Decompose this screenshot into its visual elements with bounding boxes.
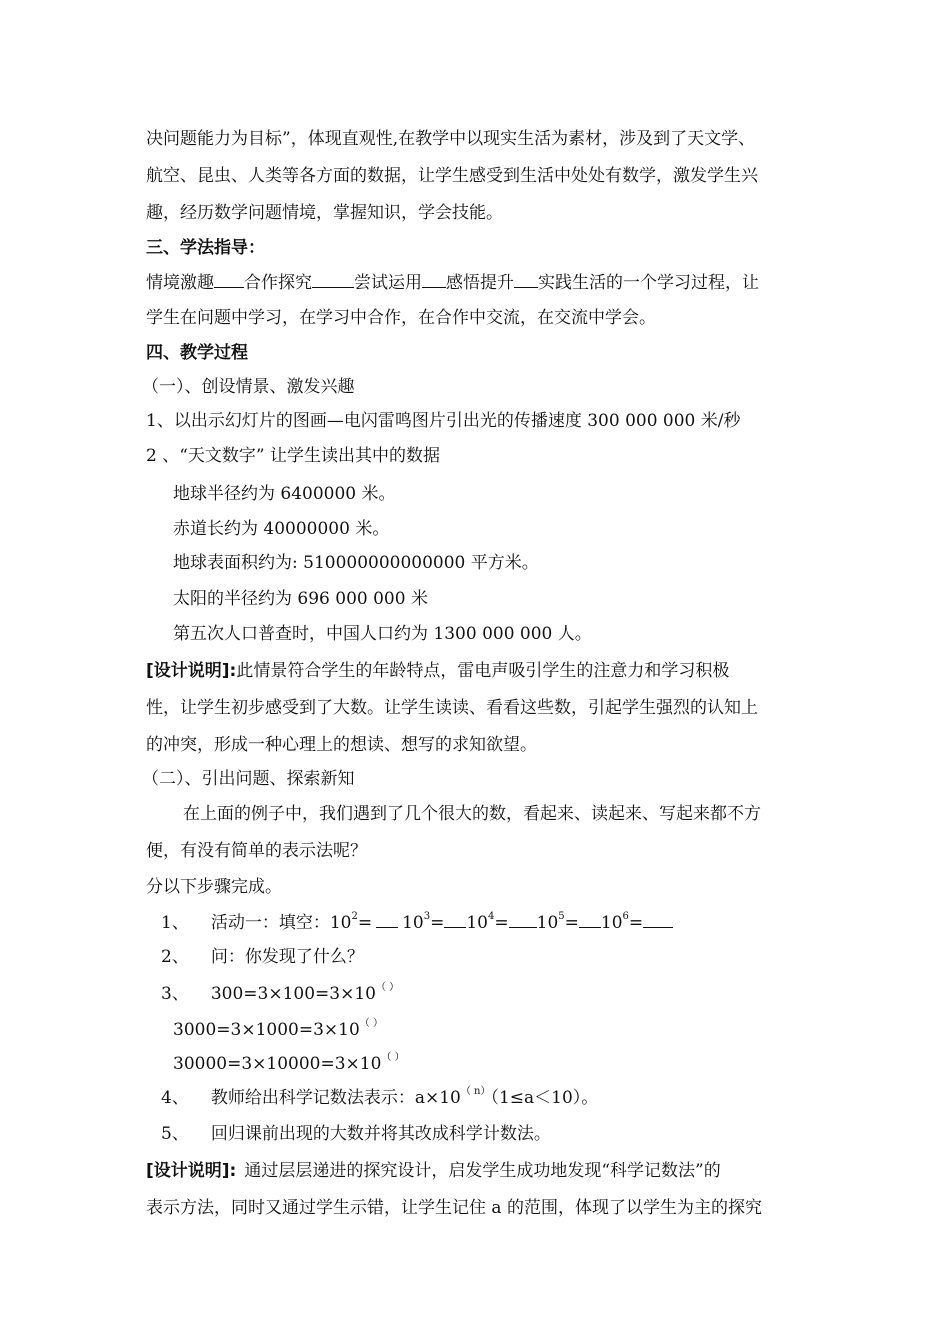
underline-blank	[312, 271, 354, 288]
fact-line: 地球表面积约为: 510000000000000 平方米。	[173, 553, 539, 573]
exponent-blank: （ ）	[375, 982, 400, 994]
equation-line	[173, 1053, 405, 1075]
step-label: 情境激趣	[146, 273, 214, 293]
fill-blank[interactable]	[643, 911, 673, 928]
fact-line: 第五次人口普查时，中国人口约为 1300 000 000 人。	[173, 624, 592, 644]
step-number: 4、	[161, 1088, 189, 1108]
design-note	[146, 1160, 721, 1182]
list-item: 1、以出示幻灯片的图画—电闪雷鸣图片引出光的传播速度 300 000 000 米/秒	[146, 411, 741, 431]
power: $10^5=$	[536, 911, 579, 933]
step-label: 感悟提升	[446, 273, 514, 293]
step-1	[161, 911, 673, 934]
learning-method-line	[146, 271, 759, 294]
exponent-blank: （ ）	[381, 1052, 405, 1064]
fill-blank[interactable]	[376, 911, 398, 928]
paragraph-line: 决问题能力为目标”，体现直观性,在教学中以现实生活为素材，涉及到了天文学、	[146, 129, 756, 149]
step-label: 实践生活的一个学习过程，让	[538, 273, 759, 293]
step-number: 2、	[161, 947, 189, 967]
paragraph-line: 分以下步骤完成。	[146, 877, 282, 897]
fact-line: 地球半径约为 6400000 米。	[173, 484, 396, 504]
power: $10^6=$	[600, 911, 644, 933]
equation: 300=3×100=3×10	[210, 984, 376, 1004]
fill-blank[interactable]	[444, 911, 466, 928]
paragraph-line: 的冲突，形成一种心理上的想读、想写的求知欲望。	[146, 735, 537, 755]
step-text: 回归课前出现的大数并将其改成科学计数法。	[210, 1124, 551, 1144]
step-2	[161, 946, 364, 968]
step-number: 1、	[161, 913, 189, 933]
subsection-heading: （二）、引出问题、探索新知	[142, 769, 355, 789]
paragraph-line: 性，让学生初步感受到了大数。让学生读读、看看这些数，引起学生强烈的认知上	[146, 698, 758, 718]
step-text: 活动一：填空：	[210, 913, 330, 933]
list-item: 2 、“天文数字” 让学生读出其中的数据	[146, 446, 441, 466]
step-5	[161, 1123, 551, 1145]
step-3	[161, 983, 399, 1005]
paragraph-line: 趣，经历数学问题情境，掌握知识，学会技能。	[146, 203, 503, 223]
exponent: （ n）	[460, 1086, 491, 1098]
section-heading-3: 三、学法指导：	[146, 238, 265, 258]
fact-line: 太阳的半径约为 696 000 000 米	[173, 589, 428, 609]
paragraph-line: 表示方法，同时又通过学生示错，让学生记住 a 的范围，体现了以学生为主的探究	[146, 1198, 762, 1218]
subsection-heading: （一）、创设情景、激发兴趣	[142, 377, 355, 397]
step-text: 教师给出科学记数法表示：a×10	[210, 1088, 461, 1108]
step-label: 尝试运用	[354, 273, 422, 293]
range-text: （1≤a＜10）。	[490, 1088, 599, 1108]
design-note-text: 此情景符合学生的年龄特点，雷电声吸引学生的注意力和学习积极	[236, 661, 730, 681]
fill-blank[interactable]	[579, 911, 601, 928]
step-text: 问：你发现了什么？	[210, 947, 364, 967]
fill-blank[interactable]	[509, 911, 537, 928]
paragraph-line: 学生在问题中学习，在学习中合作，在合作中交流，在交流中学会。	[146, 308, 656, 328]
exponent-blank: （ ）	[359, 1018, 383, 1030]
fact-line: 赤道长约为 40000000 米。	[173, 519, 390, 539]
underline-blank	[514, 271, 538, 288]
equation: 30000=3×10000=3×10	[173, 1054, 382, 1074]
underline-blank	[214, 271, 244, 288]
step-number: 5、	[161, 1124, 189, 1144]
power: $10^3=$	[402, 911, 445, 933]
paragraph-line: 在上面的例子中，我们遇到了几个很大的数，看起来、读起来、写起来都不方	[183, 804, 761, 824]
paragraph-line: 航空、昆虫、人类等各方面的数据，让学生感受到生活中处处有数学，激发学生兴	[146, 166, 758, 186]
paragraph-line: 便，有没有简单的表示法呢？	[146, 841, 367, 861]
step-4	[161, 1087, 598, 1109]
power: $10^2=$	[329, 911, 373, 933]
underline-blank	[422, 271, 446, 288]
design-note-label: [设计说明]:	[146, 1161, 237, 1181]
power: $10^4=$	[466, 911, 509, 933]
section-heading-4: 四、教学过程	[146, 343, 248, 363]
step-label: 合作探究	[244, 273, 312, 293]
design-note	[146, 660, 729, 682]
step-number: 3、	[161, 984, 189, 1004]
design-note-text: 通过层层递进的探究设计，启发学生成功地发现“科学记数法”的	[244, 1161, 721, 1181]
equation: 3000=3×1000=3×10	[173, 1020, 360, 1040]
equation-line	[173, 1019, 383, 1041]
design-note-label: [设计说明]:	[146, 661, 237, 681]
